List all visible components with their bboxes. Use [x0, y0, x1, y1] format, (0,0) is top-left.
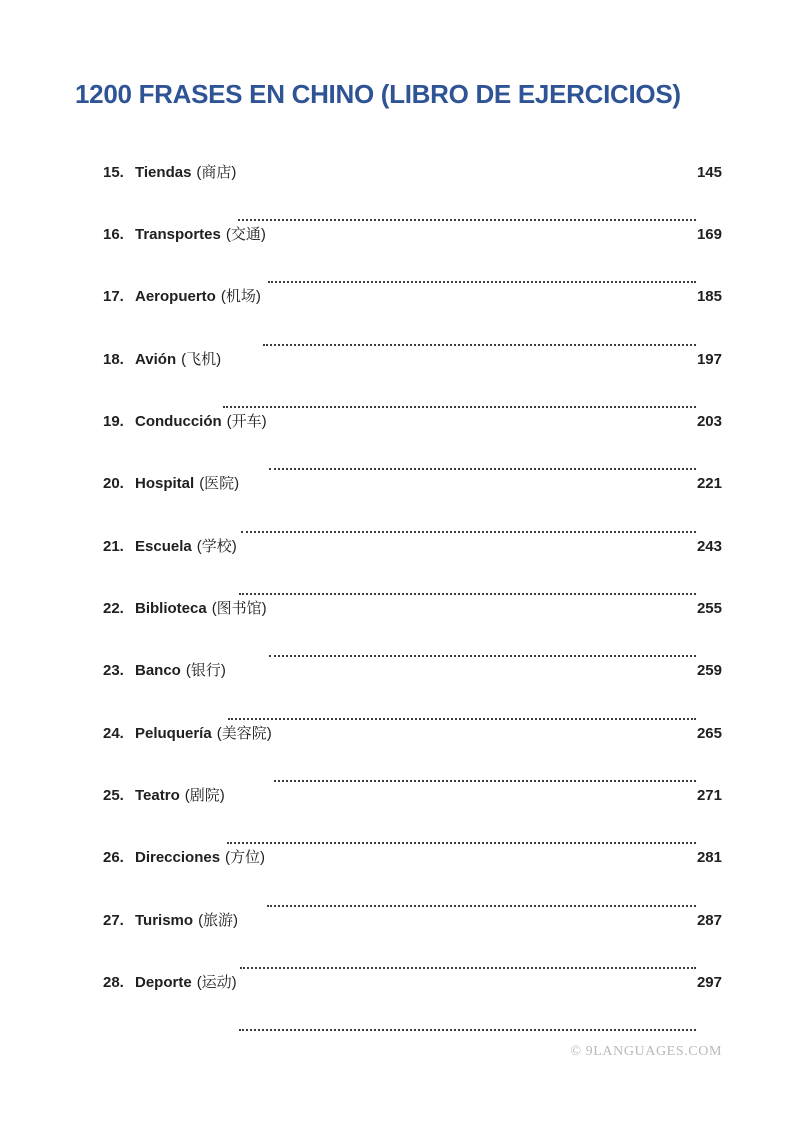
- toc-entry-number: 24.: [103, 724, 124, 742]
- toc-dot-leader: [223, 406, 696, 408]
- toc-entry-title: Tiendas: [135, 163, 192, 181]
- toc-entry-chinese: (学校): [196, 537, 237, 555]
- toc-entry-chinese: (开车): [226, 412, 267, 430]
- toc-entry-title: Avión: [135, 350, 177, 368]
- toc-entry-title: Transportes: [135, 225, 221, 243]
- toc-entry[interactable]: [103, 911, 722, 973]
- toc-entry-page-number: 287: [696, 911, 722, 929]
- toc-entry-chinese: (剧院): [184, 786, 225, 804]
- toc-entry-title: Biblioteca: [135, 599, 207, 617]
- toc-entry-title: Turismo: [135, 911, 194, 929]
- toc-entry-number: 26.: [103, 849, 124, 867]
- toc-entry[interactable]: [103, 786, 722, 848]
- toc-entry-page-number: 185: [696, 288, 722, 306]
- page-title: 1200 FRASES EN CHINO (LIBRO DE EJERCICIOS): [75, 79, 681, 109]
- toc-entry-number: 15.: [103, 163, 124, 181]
- toc-entry-chinese: (医院): [199, 475, 240, 493]
- toc-dot-leader: [227, 842, 696, 844]
- toc-entry-chinese: (方位): [225, 849, 266, 867]
- toc-entry-page-number: 281: [696, 849, 722, 867]
- toc-entry-number: 27.: [103, 911, 124, 929]
- toc-entry-title: Banco: [135, 662, 181, 680]
- toc-dot-leader: [241, 531, 696, 533]
- toc-dot-leader: [267, 905, 696, 907]
- toc-entry[interactable]: [103, 599, 722, 661]
- table-of-contents: [103, 163, 722, 1036]
- toc-entry-title: Deporte: [135, 973, 192, 991]
- toc-entry-title: Teatro: [135, 786, 180, 804]
- toc-entry[interactable]: [103, 287, 722, 349]
- toc-entry[interactable]: [103, 848, 722, 910]
- toc-entry-title: Peluquería: [135, 724, 212, 742]
- toc-entry-page-number: 297: [696, 973, 722, 991]
- toc-entry-page-number: 221: [696, 475, 722, 493]
- toc-entry-page-number: 271: [696, 786, 722, 804]
- toc-entry-number: 20.: [103, 475, 124, 493]
- toc-entry-number: 18.: [103, 350, 124, 368]
- toc-entry-number: 16.: [103, 225, 124, 243]
- toc-entry-title: Hospital: [135, 475, 195, 493]
- toc-entry-number: 22.: [103, 599, 124, 617]
- toc-entry[interactable]: [103, 163, 722, 225]
- toc-entry[interactable]: [103, 350, 722, 412]
- toc-dot-leader: [268, 281, 696, 283]
- toc-entry[interactable]: [103, 973, 722, 1035]
- toc-entry-title: Aeropuerto: [135, 288, 216, 306]
- toc-entry-chinese: (交通): [225, 225, 266, 243]
- toc-dot-leader: [263, 344, 696, 346]
- toc-dot-leader: [238, 219, 696, 221]
- toc-entry-chinese: (机场): [220, 288, 261, 306]
- toc-entry-title: Escuela: [135, 537, 192, 555]
- toc-dot-leader: [240, 967, 696, 969]
- toc-dot-leader: [239, 593, 696, 595]
- toc-dot-leader: [239, 1029, 696, 1031]
- toc-entry-chinese: (图书馆): [211, 599, 267, 617]
- toc-entry-page-number: 255: [696, 599, 722, 617]
- toc-entry-page-number: 259: [696, 662, 722, 680]
- toc-dot-leader: [274, 780, 696, 782]
- toc-entry[interactable]: [103, 724, 722, 786]
- toc-entry-title: Direcciones: [135, 849, 221, 867]
- toc-entry-page-number: 265: [696, 724, 722, 742]
- toc-entry-number: 21.: [103, 537, 124, 555]
- toc-dot-leader: [269, 468, 696, 470]
- toc-entry-chinese: (美容院): [216, 724, 272, 742]
- toc-entry-number: 17.: [103, 288, 124, 306]
- toc-entry[interactable]: [103, 225, 722, 287]
- toc-entry-page-number: 145: [696, 163, 722, 181]
- toc-entry-chinese: (银行): [185, 662, 226, 680]
- toc-entry-page-number: 203: [696, 412, 722, 430]
- toc-entry-title: Conducción: [135, 412, 222, 430]
- toc-entry-page-number: 197: [696, 350, 722, 368]
- toc-entry-chinese: (商店): [196, 163, 237, 181]
- toc-dot-leader: [269, 655, 696, 657]
- toc-entry-page-number: 169: [696, 225, 722, 243]
- toc-entry-chinese: (旅游): [198, 911, 239, 929]
- toc-entry[interactable]: [103, 537, 722, 599]
- toc-entry-number: 19.: [103, 412, 124, 430]
- footer-copyright: © 9LANGUAGES.COM: [570, 1044, 722, 1059]
- toc-entry[interactable]: [103, 412, 722, 474]
- toc-entry[interactable]: [103, 474, 722, 536]
- toc-entry-chinese: (运动): [196, 973, 237, 991]
- toc-dot-leader: [228, 718, 696, 720]
- toc-entry-chinese: (飞机): [181, 350, 222, 368]
- toc-entry-number: 28.: [103, 973, 124, 991]
- toc-entry-page-number: 243: [696, 537, 722, 555]
- toc-entry-number: 25.: [103, 786, 124, 804]
- toc-entry-number: 23.: [103, 662, 124, 680]
- toc-entry[interactable]: [103, 661, 722, 723]
